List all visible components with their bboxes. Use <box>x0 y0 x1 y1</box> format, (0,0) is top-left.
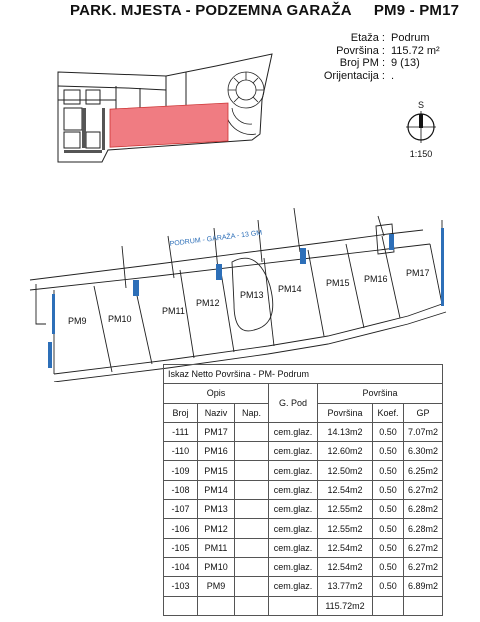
group-g-pod: G. Pod <box>269 384 318 423</box>
cell-povrsina: 12.54m2 <box>318 538 373 557</box>
cell-gp: 6.28m2 <box>404 500 443 519</box>
cell-naziv: PM17 <box>197 422 234 441</box>
title-right: PM9 - PM17 <box>373 2 460 19</box>
cell-broj: -108 <box>164 480 198 499</box>
cell-gp: 6.27m2 <box>404 538 443 557</box>
total-empty <box>373 596 404 615</box>
table-row <box>164 461 443 480</box>
cell-gp: 6.25m2 <box>404 461 443 480</box>
cell-nap <box>235 480 269 499</box>
total-empty <box>164 596 198 615</box>
scale-label: 1:150 <box>409 149 433 159</box>
cell-povrsina: 12.60m2 <box>318 442 373 461</box>
table-row <box>164 500 443 519</box>
cell-pod: cem.glaz. <box>269 480 318 499</box>
cell-povrsina: 12.55m2 <box>318 500 373 519</box>
header-naziv: Naziv <box>197 403 234 422</box>
etaza-label: Etaža : <box>350 32 385 44</box>
cell-naziv: PM13 <box>197 500 234 519</box>
orijentacija-label: Orijentacija : <box>323 69 385 82</box>
cell-naziv: PM14 <box>197 480 234 499</box>
povrsina-label: Površina : <box>336 44 385 57</box>
cell-pod: cem.glaz. <box>269 557 318 576</box>
spot-label-pm12: PM12 <box>196 298 220 308</box>
garage-label: PODRUM - GARAŽA - 13 GM <box>169 229 263 248</box>
group-povrsina: Površina <box>318 384 443 403</box>
cell-gp: 6.27m2 <box>404 480 443 499</box>
cell-nap <box>235 557 269 576</box>
page-title <box>70 2 459 19</box>
spot-label-pm17: PM17 <box>406 268 430 278</box>
spot-label-pm14: PM14 <box>278 284 302 294</box>
cell-povrsina: 12.54m2 <box>318 480 373 499</box>
cell-naziv: PM10 <box>197 557 234 576</box>
cell-naziv: PM16 <box>197 442 234 461</box>
north-letter: S <box>417 100 424 110</box>
table-row <box>164 480 443 499</box>
cell-nap <box>235 422 269 441</box>
cell-naziv: PM12 <box>197 519 234 538</box>
broj-pm-value: 9 (13) <box>391 57 420 69</box>
spot-label-pm10: PM10 <box>108 314 132 324</box>
cell-nap <box>235 442 269 461</box>
cell-koef: 0.50 <box>373 557 404 576</box>
cell-pod: cem.glaz. <box>269 442 318 461</box>
key-plan <box>56 50 276 168</box>
cell-koef: 0.50 <box>373 538 404 557</box>
stair-spiral-icon <box>226 72 264 134</box>
cell-nap <box>235 461 269 480</box>
cell-broj: -107 <box>164 500 198 519</box>
total-empty <box>197 596 234 615</box>
header-gp: GP <box>404 403 443 422</box>
broj-pm-label: Broj PM : <box>339 57 385 69</box>
highlight-area <box>110 103 228 147</box>
cell-pod: cem.glaz. <box>269 500 318 519</box>
cell-nap <box>235 538 269 557</box>
cell-koef: 0.50 <box>373 480 404 499</box>
cell-povrsina: 12.50m2 <box>318 461 373 480</box>
header-broj: Broj <box>164 403 198 422</box>
cell-nap <box>235 500 269 519</box>
cell-gp: 6.30m2 <box>404 442 443 461</box>
compass <box>404 100 438 159</box>
cell-naziv: PM11 <box>197 538 234 557</box>
table-row <box>164 557 443 576</box>
header-koef: Koef. <box>373 403 404 422</box>
cell-pod: cem.glaz. <box>269 519 318 538</box>
table-row <box>164 442 443 461</box>
total-povrsina: 115.72m2 <box>318 596 373 615</box>
cell-koef: 0.50 <box>373 577 404 596</box>
table-row <box>164 422 443 441</box>
table-caption: Iskaz Netto Površina - PM- Podrum <box>164 365 443 384</box>
cell-broj: -103 <box>164 577 198 596</box>
cell-broj: -104 <box>164 557 198 576</box>
cell-povrsina: 14.13m2 <box>318 422 373 441</box>
area-table <box>163 364 443 616</box>
table-row <box>164 577 443 596</box>
cell-gp: 6.89m2 <box>404 577 443 596</box>
cell-broj: -106 <box>164 519 198 538</box>
cell-nap <box>235 519 269 538</box>
cell-koef: 0.50 <box>373 519 404 538</box>
title-left: PARK. MJESTA - PODZEMNA GARAŽA <box>70 2 352 19</box>
spot-label-pm11: PM11 <box>162 306 185 316</box>
orijentacija-value: . <box>391 69 395 82</box>
cell-koef: 0.50 <box>373 442 404 461</box>
cell-koef: 0.50 <box>373 500 404 519</box>
cell-koef: 0.50 <box>373 422 404 441</box>
total-empty <box>404 596 443 615</box>
total-empty <box>235 596 269 615</box>
total-empty <box>269 596 318 615</box>
spot-label-pm16: PM16 <box>364 274 388 284</box>
cell-pod: cem.glaz. <box>269 461 318 480</box>
cell-broj: -110 <box>164 442 198 461</box>
cell-gp: 6.27m2 <box>404 557 443 576</box>
group-opis: Opis <box>164 384 269 403</box>
cell-pod: cem.glaz. <box>269 538 318 557</box>
compass-icon <box>404 110 438 144</box>
header-povrsina: Površina <box>318 403 373 422</box>
spot-label-pm15: PM15 <box>326 278 350 288</box>
cell-broj: -109 <box>164 461 198 480</box>
cell-povrsina: 12.54m2 <box>318 557 373 576</box>
cell-naziv: PM15 <box>197 461 234 480</box>
cell-gp: 6.28m2 <box>404 519 443 538</box>
cell-naziv: PM9 <box>197 577 234 596</box>
info-block <box>316 32 440 82</box>
cell-broj: -111 <box>164 422 198 441</box>
spot-label-pm9: PM9 <box>68 316 87 326</box>
cell-povrsina: 12.55m2 <box>318 519 373 538</box>
povrsina-value: 115.72 m² <box>391 44 440 57</box>
cell-broj: -105 <box>164 538 198 557</box>
cell-pod: cem.glaz. <box>269 422 318 441</box>
table-row <box>164 519 443 538</box>
parking-plan <box>28 196 468 382</box>
cell-povrsina: 13.77m2 <box>318 577 373 596</box>
table-row <box>164 538 443 557</box>
cell-gp: 7.07m2 <box>404 422 443 441</box>
cell-nap <box>235 577 269 596</box>
spot-label-pm13: PM13 <box>240 290 264 300</box>
cell-pod: cem.glaz. <box>269 577 318 596</box>
cell-koef: 0.50 <box>373 461 404 480</box>
header-nap: Nap. <box>235 403 269 422</box>
etaza-value: Podrum <box>391 32 430 44</box>
